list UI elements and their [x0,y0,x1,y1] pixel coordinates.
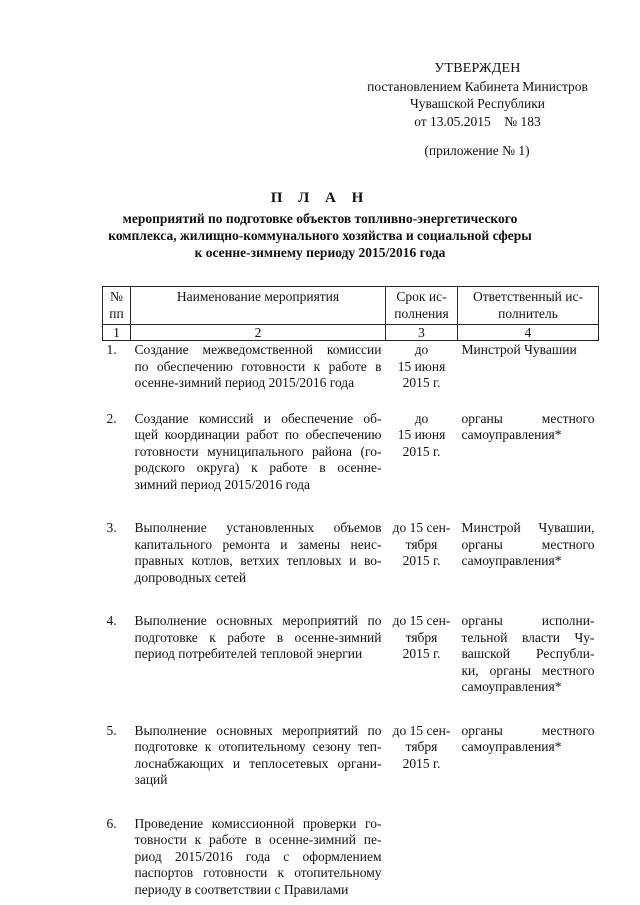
row-deadline-line: 2015 г. [402,553,441,568]
row-activity-line: Выполнение основных мероприятий по [134,613,382,628]
row-responsible-line: самоуправления* [461,427,562,442]
row-deadline-line: 2015 г. [402,646,441,661]
row-activity-line: Создание межведомственной комиссии [134,342,382,357]
row-deadline-line: 2015 г. [402,443,441,459]
row-activity [131,815,386,899]
title-line: к осенне-зимнему периоду 2015/2016 года [194,245,446,260]
column-number-row [103,325,599,341]
table-row [103,722,599,815]
row-responsible [458,341,599,410]
table-row [103,815,599,899]
row-responsible-line: самоуправления* [461,679,562,694]
row-responsible [458,722,599,815]
title-line: комплекса, жилищно-коммунального хозяйства и социальной сферы [108,228,532,243]
row-responsible-line: органы местного [461,536,595,552]
row-activity-line: риод 2015/2016 года с оформлением [134,848,382,864]
title-main: П Л А Н [270,190,370,206]
row-deadline-line: 2015 г. [402,375,441,390]
row-activity-line: заций [134,772,168,787]
row-responsible-line: Минстрой Чувашии [461,342,577,357]
column-number: 3 [386,325,458,341]
row-activity [131,612,386,722]
header-cell-name: Наименование мероприятия [131,287,386,325]
row-responsible-line: самоуправления* [461,739,562,754]
approval-line: постановлением Кабинета Министров [367,78,588,94]
row-activity [131,519,386,612]
row-responsible-line: Минстрой Чувашии, [461,520,595,535]
row-activity-line: подготовке к работе в осенне-зимний [134,629,382,645]
row-deadline [386,612,458,722]
row-activity-line: зимний период 2015/2016 года [134,476,310,492]
row-activity-line: по обеспечению готовности к работе в [134,358,382,374]
row-activity-line: Создание комиссий и обеспечение об- [134,410,382,426]
row-activity-line: Выполнение основных мероприятий по [134,722,382,738]
row-number: 6. [106,815,117,831]
row-deadline-line: до [414,410,429,426]
row-activity-line: родского округа) к работе в осенне- [134,460,382,475]
row-activity [131,722,386,815]
row-activity-line: паспортов готовности к отопительному [134,865,382,880]
row-activity-line: лоснабжающих и теплосетевых органи- [134,755,382,771]
row-deadline [386,341,458,410]
row-number: 5. [106,722,117,738]
plan-table [102,286,599,898]
row-deadline [386,519,458,612]
row-deadline-line: 15 июня [397,427,446,442]
approval-block [355,60,600,130]
row-responsible-line: ки, органы местного [461,662,595,678]
row-activity-line: период потребителей тепловой энергии [134,646,363,661]
row-number: 2. [106,410,117,426]
row-activity-line: допроводных сетей [134,569,247,585]
row-activity [131,341,386,410]
row-responsible-line: вашской Республи- [461,646,595,661]
row-responsible [458,612,599,722]
row-deadline [386,815,458,899]
row-activity-line: правных котлов, ветхих тепловых и во- [134,553,382,568]
row-deadline-line: до 15 сен- [392,722,451,738]
row-responsible-line: тельной власти Чу- [461,629,595,645]
column-number: 4 [458,325,599,341]
header-cell-no: № пп [103,287,131,325]
row-responsible [458,519,599,612]
row-responsible-line: самоуправления* [461,553,562,568]
row-activity-line: щей координации работ по обеспечению [134,427,382,442]
row-activity-line: осенне-зимний период 2015/2016 года [134,375,355,390]
row-responsible-line: органы местного [461,722,595,738]
row-activity-line: периоду в соответствии с Правилами [134,881,349,897]
column-number: 2 [131,325,386,341]
table-row [103,410,599,520]
row-number: 4. [106,613,117,628]
approval-line: от 13.05.2015 № 183 [414,113,541,129]
column-number: 1 [103,325,131,341]
table-row [103,341,599,410]
row-activity-line: Проведение комиссионной проверки го- [134,815,382,831]
row-deadline-line: 2015 г. [402,755,441,771]
row-number: 1. [106,342,117,357]
header-cell-term: Срок ис- полнения [386,287,458,325]
row-deadline [386,410,458,520]
row-deadline-line: тября [405,739,438,754]
row-activity [131,410,386,520]
row-deadline [386,722,458,815]
row-responsible [458,410,599,520]
row-deadline-line: тября [405,536,438,552]
table-row [103,519,599,612]
approval-heading: УТВЕРЖДЕН [434,61,521,76]
row-responsible-line: органы исполни- [461,613,595,628]
row-activity-line: Выполнение установленных объемов [134,520,382,535]
table-header-row [103,287,599,325]
row-deadline-line: до 15 сен- [392,613,451,628]
table-row [103,612,599,722]
appendix-note: (приложение № 1) [424,143,530,158]
header-cell-responsible: Ответственный ис- полнитель [458,287,599,325]
row-activity-line: готовности муниципального района (го- [134,443,382,459]
row-deadline-line: до [414,342,429,357]
title-line: мероприятий по подготовке объектов топливно-энергетического [122,211,518,226]
row-number: 3. [106,520,117,535]
row-activity-line: капитального ремонта и замены неис- [134,536,382,552]
approval-line: Чувашской Республики [409,96,546,111]
row-activity-line: подготовке к отопительному сезону теп- [134,739,382,754]
document-title [80,190,560,261]
row-deadline-line: 15 июня [397,358,446,374]
row-activity-line: товности к работе в осенне-зимний пе- [134,832,382,847]
row-responsible-line: органы местного [461,410,595,426]
row-responsible [458,815,599,899]
row-deadline-line: тября [405,629,438,645]
row-deadline-line: до 15 сен- [392,520,451,535]
